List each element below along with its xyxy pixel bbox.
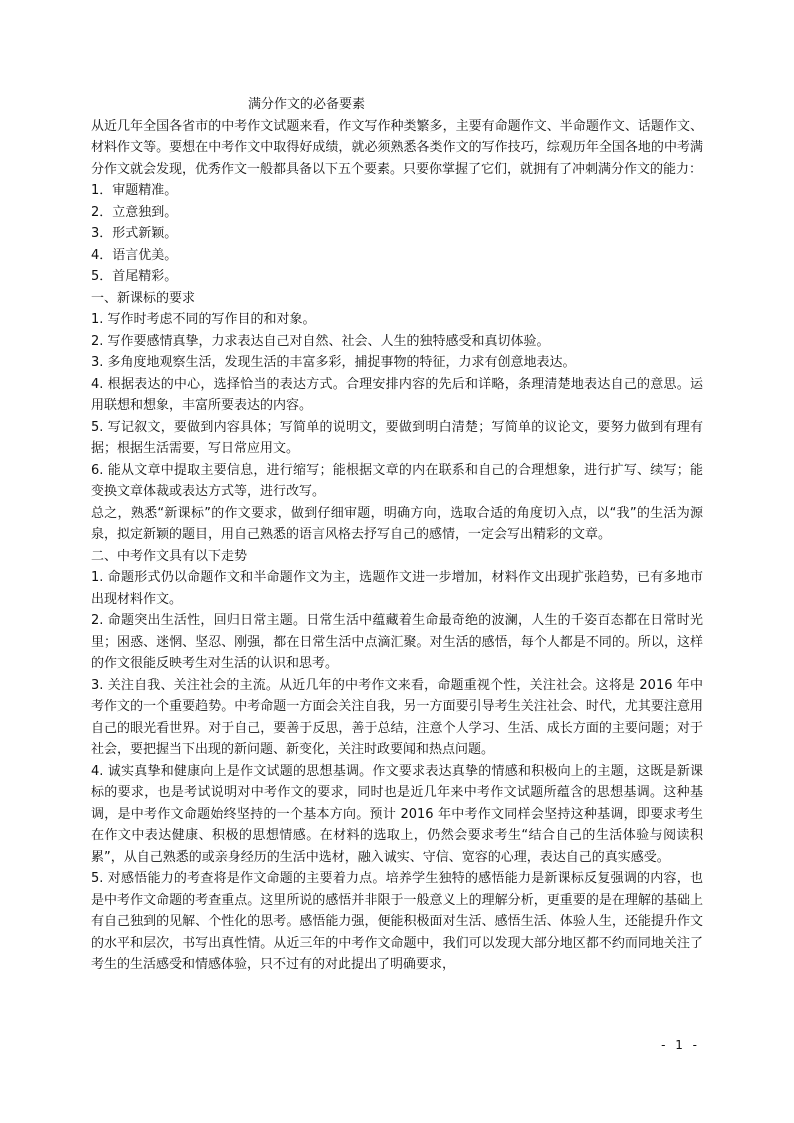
- list-item: 3．形式新颖。: [91, 226, 178, 241]
- list-item: 2. 命题突出生活性，回归日常主题。日常生活中蕴藏着生命最奇绝的波澜，人生的千姿百态都在日常时光里；困惑、迷惘、坚忍、刚强，都在日常生活中点滴汇聚。对生活的感悟，每个人都是不同的。所以，这样的作文很能反映考生对生活的认识和思考。: [91, 613, 703, 671]
- list-item: 5．首尾精彩。: [91, 269, 178, 284]
- list-item: 1. 写作时考虑不同的写作目的和对象。: [91, 312, 316, 327]
- list-item: 3. 多角度地观察生活，发现生活的丰富多彩，捕捉事物的特征，力求有创意地表达。: [91, 355, 576, 370]
- section-heading: 一、新课标的要求: [91, 290, 196, 306]
- list-item: 6. 能从文章中提取主要信息，进行缩写；能根据文章的内在联系和自己的合理想象，进行扩写、续写；能变换文章体裁或表达方式等，进行改写。: [91, 462, 703, 499]
- list-item: 1．审题精准。: [91, 183, 178, 198]
- list-item: 2．立意独到。: [91, 204, 178, 220]
- list-item: 4. 诚实真挚和健康向上是作文试题的思想基调。作文要求表达真挚的情感和积极向上的主题，这既是新课标的要求，也是考试说明对中考作文的要求，同时也是近几年来中考作文试题所蕴含的思想基调。这种基调，是中考作文命题始终坚持的一个基本方向。预计 2016 年中考作文同样会坚持这种基调，即要求考生在作文中表达健康、积极的思想情感。在材料的选取上，仍然会要求考生“结合自己的生活体验与阅读积累”，从自己熟悉的或亲身经历的生活中选材，融入诚实、守信、宽容的心理，表达自己的真实感受。: [91, 763, 703, 865]
- list-item: 4．语言优美。: [91, 247, 178, 263]
- intro-paragraph: 从近几年全国各省市的中考作文试题来看，作文写作种类繁多，主要有命题作文、半命题作文、话题作文、材料作文等。要想在中考作文中取得好成绩，就必须熟悉各类作文的写作技巧，综观历年全国各地的中考满分作文就会发现，优秀作文一般都具备以下五个要素。只要你掌握了它们，就拥有了冲刺满分作文的能力：: [91, 118, 703, 177]
- section-heading: 二、中考作文具有以下走势: [91, 548, 248, 564]
- list-item: 5. 对感悟能力的考查将是作文命题的主要着力点。培养学生独特的感悟能力是新课标反复强调的内容，也是中考作文命题的考查重点。这里所说的感悟并非限于一般意义上的理解分析，更重要的是在理解的基础上有自己独到的见解、个性化的思考。感悟能力强，便能积极面对生活、感悟生活、体验人生，还能提升作文的水平和层次，书写出真性情。从近三年的中考作文命题中，我们可以发现大部分地区都不约而同地关注了考生的生活感受和情感体验，只不过有的对此提出了明确要求，: [91, 871, 703, 972]
- list-item: 4. 根据表达的中心，选择恰当的表达方式。合理安排内容的先后和详略，条理清楚地表达自己的意思。运用联想和想象，丰富所要表达的内容。: [91, 376, 703, 413]
- list-item: 1. 命题形式仍以命题作文和半命题作文为主，选题作文进一步增加，材料作文出现扩张趋势，已有多地市出现材料作文。: [91, 570, 703, 607]
- document-body: [91, 94, 703, 976]
- list-item: 2. 写作要感情真挚，力求表达自己对自然、社会、人生的独特感受和真切体验。: [91, 333, 550, 349]
- document-title: 满分作文的必备要素: [248, 97, 366, 112]
- list-item: 3. 关注自我、关注社会的主流。从近几年的中考作文来看，命题重视个性，关注社会。这将是 2016 年中考作文的一个重要趋势。中考命题一方面会关注自我，另一方面要引导考生关注社会、时代，尤其要注意用自己的眼光看世界。对于自己，要善于反思，善于总结，注意个人学习、生活、成长方面的主要问题；对于社会，要把握当下出现的新问题、新变化，关注时政要闻和热点问题。: [91, 677, 703, 757]
- page-number: - 1 -: [661, 1038, 700, 1052]
- summary-paragraph: 总之，熟悉“新课标”的作文要求，做到仔细审题，明确方向，选取合适的角度切入点，以“我”的生活为源泉，拟定新颖的题目，用自己熟悉的语言风格去抒写自己的感情，一定会写出精彩的文章。: [91, 505, 703, 542]
- list-item: 5. 写记叙文，要做到内容具体；写简单的说明文，要做到明白清楚；写简单的议论文，要努力做到有理有据；根据生活需要，写日常应用文。: [91, 419, 703, 456]
